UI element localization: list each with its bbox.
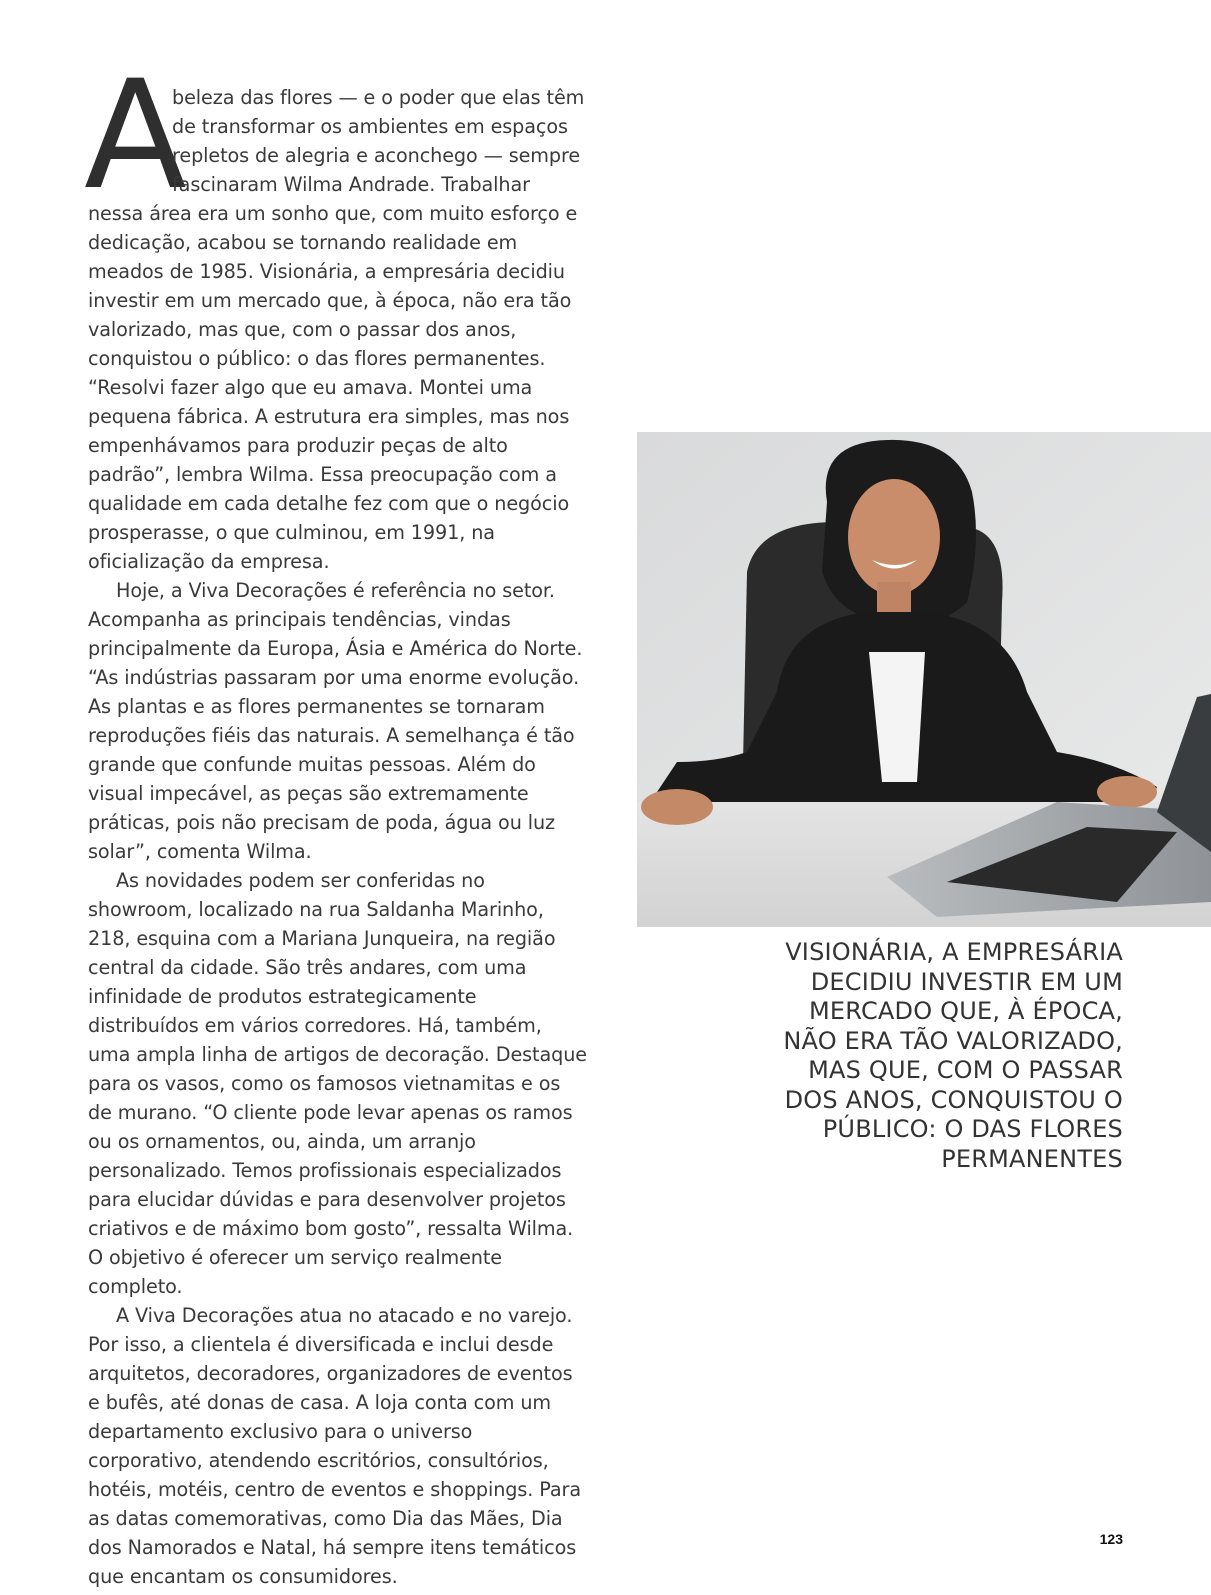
page-number: 123	[1099, 1531, 1123, 1547]
drop-cap-line: de transformar os ambientes em espaços	[172, 115, 568, 138]
drop-cap-line: repletos de alegria e aconchego — sempre	[172, 144, 581, 167]
drop-cap: A	[84, 49, 187, 223]
opening-paragraph	[84, 49, 588, 223]
portrait-illustration	[637, 432, 1211, 927]
drop-cap-lines	[172, 83, 592, 199]
paragraph-2: Hoje, a Viva Decorações é referência no setor. Acompanha as principais tendências, vindas principalmente da Europa, Ásia e América do Norte. “As indústrias passaram por uma enorme evolução. As plantas e as flores permanentes se tornaram reproduções fiéis das naturais. A semelhança é tão grande que confunde muitas pessoas. Além do visual impecável, as peças são extremamente práticas, pois não precisam de poda, água ou luz solar”, comenta Wilma.	[88, 579, 583, 863]
paragraph-4: A Viva Decorações atua no atacado e no varejo. Por isso, a clientela é diversificada e inclui desde arquitetos, decoradores, organizadores de eventos e bufês, até donas de casa. A loja conta com um departamento exclusivo para o universo corporativo, atendendo escritórios, consultórios, hotéis, motéis, centro de eventos e shoppings. Para as datas comemorativas, como Dia das Mães, Dia dos Namorados e Natal, há sempre itens temáticos que encantam os consumidores.	[88, 1304, 581, 1588]
article-body	[84, 49, 588, 1591]
drop-cap-line: fascinaram Wilma Andrade. Trabalhar	[172, 173, 530, 196]
paragraph-1-continued: nessa área era um sonho que, com muito esforço e dedicação, acabou se tornando realidade em meados de 1985. Visionária, a empresária decidiu investir em um mercado que, à época, não era tão valorizado, mas que, com o passar dos anos, conquistou o público: o das flores permanentes. “Resolvi fazer algo que eu amava. Montei uma pequena fábrica. A estrutura era simples, mas nos empenhávamos para produzir peças de alto padrão”, lembra Wilma. Essa preocupação com a qualidade em cada detalhe fez com que o negócio prosperasse, o que culminou, em 1991, na oficialização da empresa.	[88, 202, 578, 573]
photo-caption: VISIONÁRIA, A EMPRESÁRIA DECIDIU INVESTIR EM UM MERCADO QUE, À ÉPOCA, NÃO ERA TÃO VALORIZADO, MAS QUE, COM O PASSAR DOS ANOS, CONQUISTOU O PÚBLICO: O DAS FLORES PERMANENTES	[783, 938, 1123, 1173]
paragraph-3: As novidades podem ser conferidas no showroom, localizado na rua Saldanha Marinho, 218, esquina com a Mariana Junqueira, na região central da cidade. São três andares, com uma infinidade de produtos estrategicamente distribuídos em vários corredores. Há, também, uma ampla linha de artigos de decoração. Destaque para os vasos, como os famosos vietnamitas e os de murano. “O cliente pode levar apenas os ramos ou os ornamentos, ou, ainda, um arranjo personalizado. Temos profissionais especializados para elucidar dúvidas e para desenvolver projetos criativos e de máximo bom gosto”, ressalta Wilma. O objetivo é oferecer um serviço realmente completo.	[88, 869, 587, 1298]
portrait-photo	[637, 432, 1211, 927]
drop-cap-line: beleza das flores — e o poder que elas têm	[172, 86, 585, 109]
